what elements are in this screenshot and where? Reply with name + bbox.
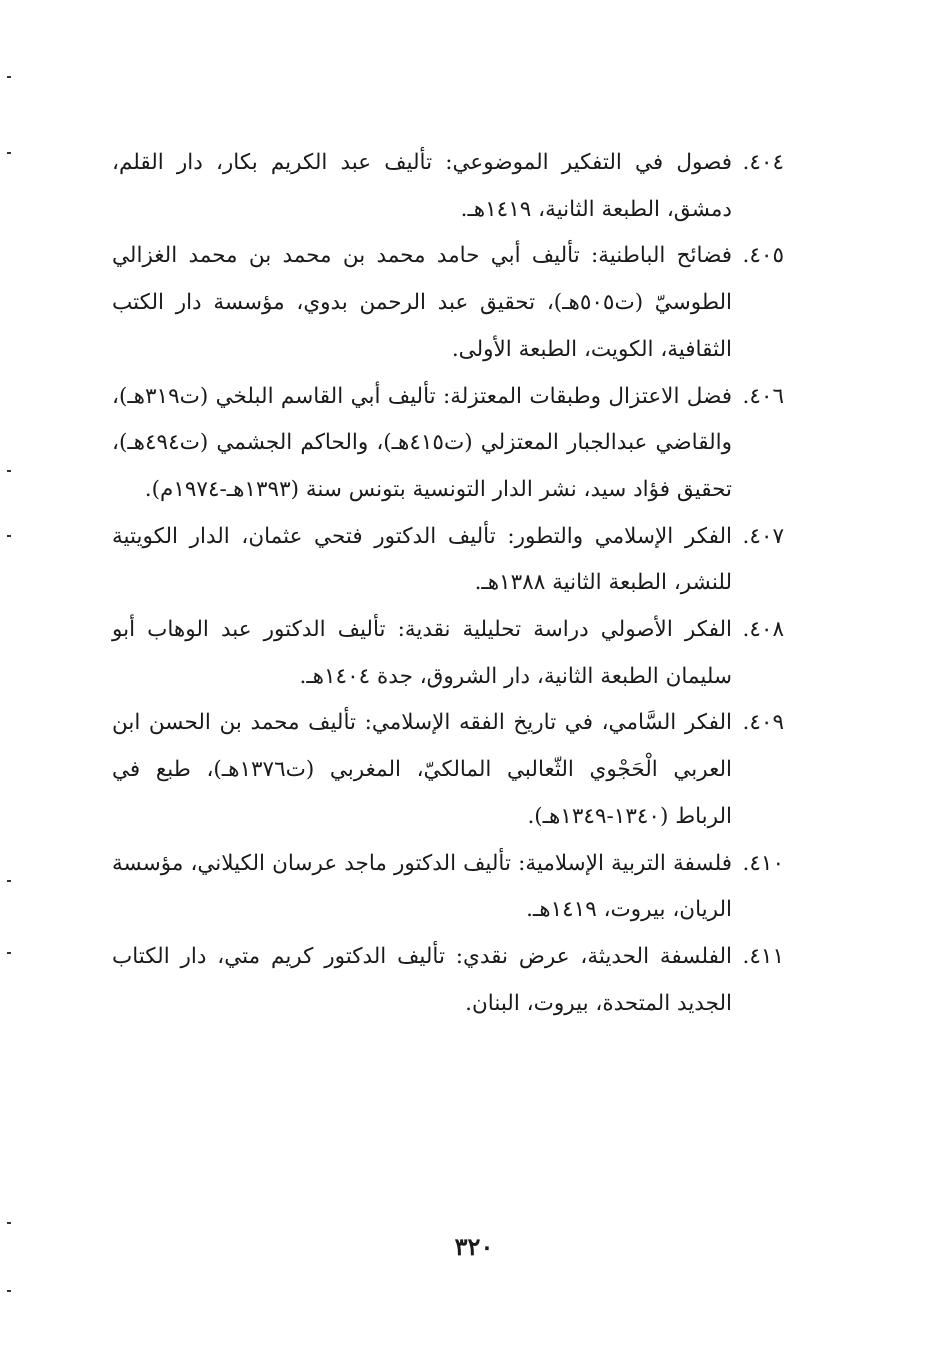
scan-mark (7, 76, 11, 78)
bibliography-entry (112, 700, 784, 840)
entry-number: ٤٠٥. (742, 243, 784, 269)
entry-text: الفكر السَّامي، في تاريخ الفقه الإسلامي: تأليف محمد بن الحسن ابن العربي الْحَجْوي الثّعالبي المالكيّ، المغربي (ت١٣٧٦هـ)، طبع في الرباط (١٣٤٠-١٣٤٩هـ). (112, 710, 732, 829)
entry-text: الفكر الإسلامي والتطور: تأليف الدكتور فتحي عثمان، الدار الكويتية للنشر، الطبعة الثانية ١٣٨٨هـ. (112, 523, 732, 596)
bibliography-entry (112, 934, 784, 1027)
entry-number: ٤٠٧. (742, 523, 784, 549)
bibliography-entry (112, 140, 784, 233)
entry-text: فضل الاعتزال وطبقات المعتزلة: تأليف أبي القاسم البلخي (ت٣١٩هـ)، والقاضي عبدالجبار المعتزلي (ت٤١٥هـ)، والحاكم الجشمي (ت٤٩٤هـ)، تحقيق فؤاد سيد، نشر الدار التونسية بتونس سنة (١٣٩٣هـ-١٩٧٤م). (112, 383, 732, 502)
entry-number: ٤٠٤. (742, 150, 784, 175)
entry-text: فصول في التفكير الموضوعي: تأليف عبد الكريم بكار، دار القلم، دمشق، الطبعة الثانية، ١٤١٩هـ. (112, 150, 732, 222)
scan-mark (7, 1290, 11, 1292)
bibliography-entry (112, 841, 784, 934)
scan-mark (7, 152, 11, 154)
scan-mark (7, 880, 11, 882)
bibliography-entry (112, 514, 784, 607)
entry-text: الفلسفة الحديثة، عرض نقدي: تأليف الدكتور كريم متي، دار الكتاب الجديد المتحدة، بيروت، البنان. (112, 943, 732, 1016)
bibliography-entry (112, 233, 784, 373)
scan-mark (7, 535, 11, 537)
scan-mark (7, 470, 11, 472)
entry-number: ٤٠٩. (742, 710, 784, 736)
entry-number: ٤١١. (742, 943, 784, 969)
entry-text: فضائح الباطنية: تأليف أبي حامد محمد بن محمد بن محمد الغزالي الطوسيّ (ت٥٠٥هـ)، تحقيق عبد الرحمن بدوي، مؤسسة دار الكتب الثقافية، الكويت، الطبعة الأولى. (112, 243, 733, 362)
entry-text: فلسفة التربية الإسلامية: تأليف الدكتور ماجد عرسان الكيلاني، مؤسسة الريان، بيروت، ١٤١٩هـ. (112, 850, 732, 923)
entry-number: ٤١٠. (742, 850, 784, 876)
page-number: ٣٢٠ (454, 1232, 494, 1261)
entry-text: الفكر الأصولي دراسة تحليلية نقدية: تأليف الدكتور عبد الوهاب أبو سليمان الطبعة الثانية، دار الشروق، جدة ١٤٠٤هـ. (112, 617, 732, 689)
bibliography-entry (112, 374, 784, 514)
entry-number: ٤٠٦. (742, 383, 784, 409)
scan-mark (7, 952, 11, 954)
bibliography-entry (112, 607, 784, 700)
bibliography-list (112, 140, 784, 1027)
scan-mark (7, 1222, 11, 1224)
entry-number: ٤٠٨. (742, 617, 784, 643)
